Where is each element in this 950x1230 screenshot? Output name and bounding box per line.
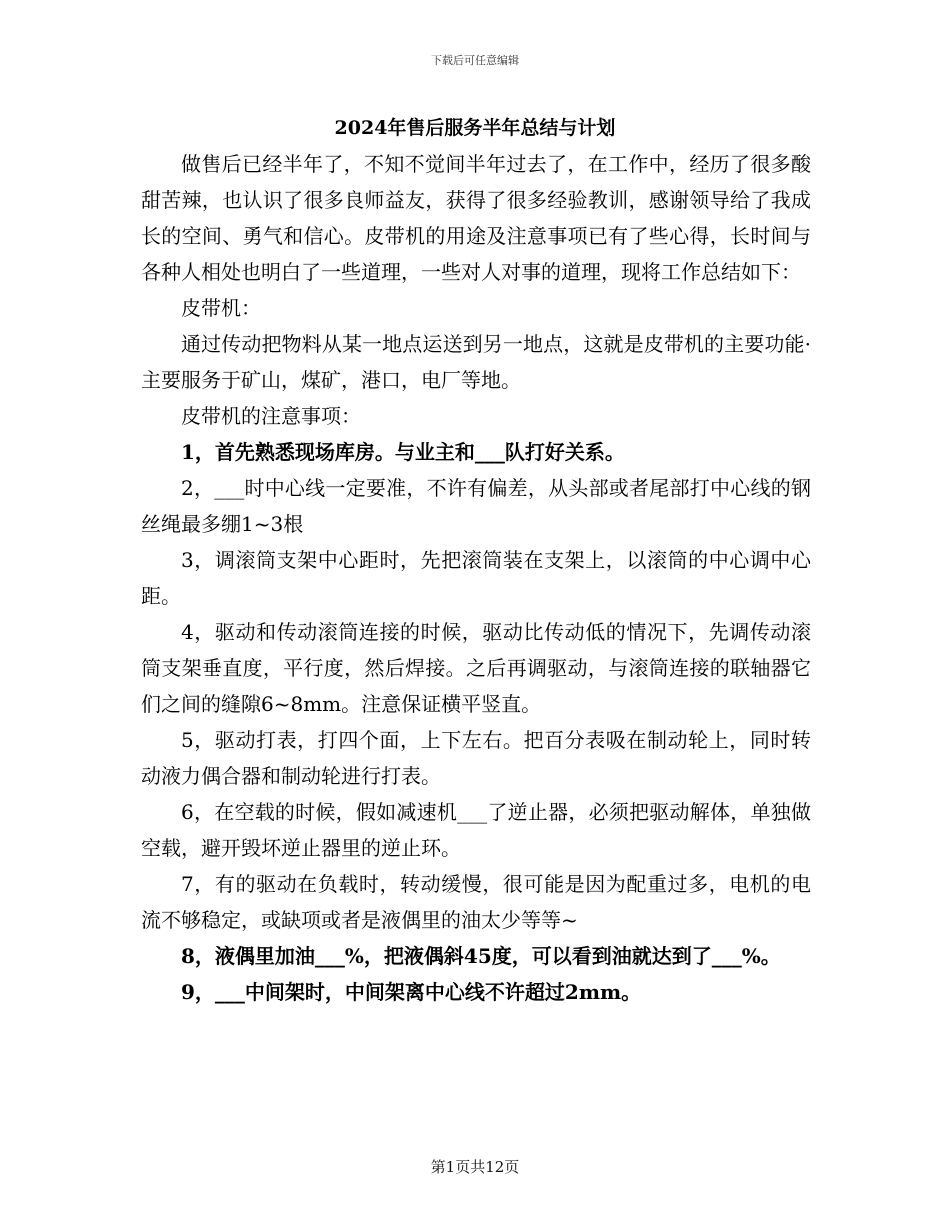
section-heading-belt-conveyor: 皮带机： (181, 296, 261, 320)
list-item-5: 5，驱动打表，打四个面，上下左右。把百分表吸在制动轮上，同时转动液力偶合器和制动轮进行打表。 (141, 728, 811, 788)
list-item-2: 2，___时中心线一定要准，不许有偏差，从头部或者尾部打中心线的钢丝绳最多绷1~3根 (141, 476, 811, 536)
list-item-4: 4，驱动和传动滚筒连接的时候，驱动比传动低的情况下，先调传动滚筒支架垂直度，平行度，然后焊接。之后再调驱动，与滚筒连接的联轴器它们之间的缝隙6~8mm。注意保证横平竖直。 (141, 620, 811, 716)
page-header: 下载后可任意编辑 (431, 54, 519, 67)
function-paragraph: 通过传动把物料从某一地点运送到另一地点，这就是皮带机的主要功能·主要服务于矿山，煤矿，港口，电厂等地。 (141, 332, 811, 392)
list-item-3: 3，调滚筒支架中心距时，先把滚筒装在支架上，以滚筒的中心调中心距。 (141, 548, 811, 608)
list-item-1: 1，首先熟悉现场库房。与业主和___队打好关系。 (181, 440, 625, 464)
list-item-8: 8，液偶里加油___%，把液偶斜45度，可以看到油就达到了___%。 (181, 944, 781, 968)
section-heading-precautions: 皮带机的注意事项： (181, 404, 361, 428)
list-item-9: 9，___中间架时，中间架离中心线不许超过2mm。 (181, 980, 642, 1004)
document-body (141, 146, 811, 1010)
intro-paragraph: 做售后已经半年了，不知不觉间半年过去了，在工作中，经历了很多酸甜苦辣，也认识了很多良师益友，获得了很多经验教训，感谢领导给了我成长的空间、勇气和信心。皮带机的用途及注意事项已有了些心得，长时间与各种人相处也明白了一些道理，一些对人对事的道理，现将工作总结如下： (141, 152, 811, 284)
document-title: 2024年售后服务半年总结与计划 (334, 117, 616, 139)
list-item-6: 6，在空载的时候，假如减速机___了逆止器，必须把驱动解体，单独做空载，避开毁坏逆止器里的逆止环。 (141, 800, 811, 860)
page-number: 第1页共12页 (430, 1158, 520, 1176)
list-item-7: 7，有的驱动在负载时，转动缓慢，很可能是因为配重过多，电机的电流不够稳定，或缺项或者是液偶里的油太少等等~ (141, 872, 811, 932)
